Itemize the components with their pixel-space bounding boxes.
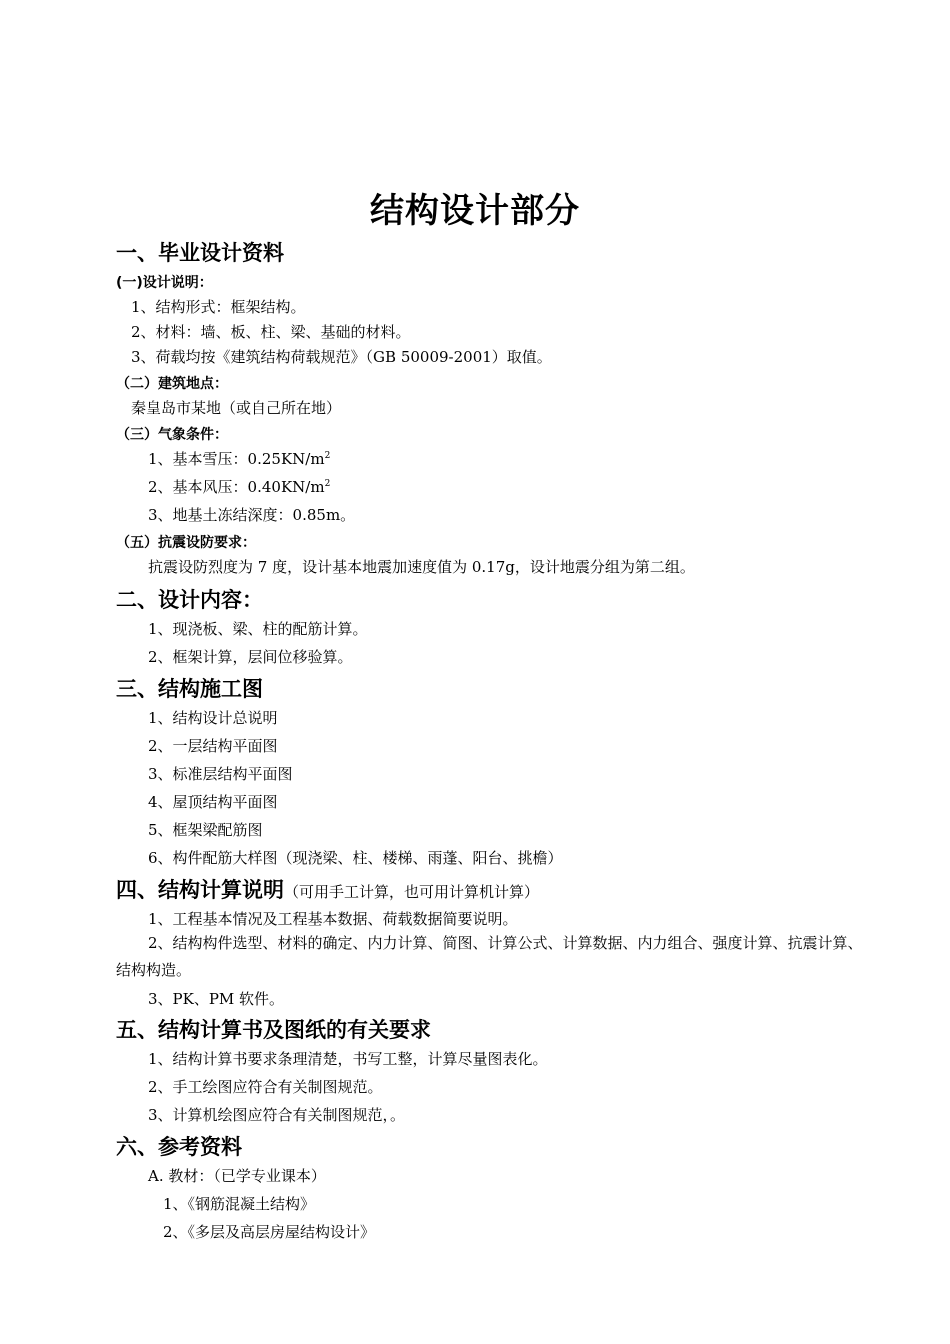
list-item: 1、现浇板、梁、柱的配筋计算。 <box>148 620 368 638</box>
list-item: 2、材料：墙、板、柱、梁、基础的材料。 <box>131 323 411 341</box>
superscript: 2 <box>324 451 331 461</box>
list-item: 2、手工绘图应符合有关制图规范。 <box>148 1078 383 1096</box>
snow-pressure-text: 1、基本雪压：0.25KN/m <box>148 450 325 468</box>
list-item: 1、《钢筋混凝土结构》 <box>163 1195 316 1213</box>
page-title: 结构设计部分 <box>370 191 580 231</box>
subsection-heading-seismic: （五）抗震设防要求： <box>116 535 256 551</box>
list-item-paragraph: 2、结构构件选型、材料的确定、内力计算、简图、计算公式、计算数据、内力组合、强度计算、抗震计算、结构构造。 <box>116 934 863 979</box>
list-item: 3、地基土冻结深度：0.85m。 <box>148 506 356 524</box>
list-item: 2、框架计算，层间位移验算。 <box>148 648 353 666</box>
list-item: 3、计算机绘图应符合有关制图规范，。 <box>148 1106 406 1124</box>
list-item: 1、结构计算书要求条理清楚，书写工整，计算尽量图表化。 <box>148 1050 548 1068</box>
wind-pressure-text: 2、基本风压：0.40KN/m <box>148 478 325 496</box>
list-item: 1、结构设计总说明 <box>148 709 278 727</box>
site-text: 秦皇岛市某地（或自己所在地） <box>131 399 342 417</box>
subsection-heading-site: （二）建筑地点： <box>116 376 228 392</box>
list-item: 5、框架梁配筋图 <box>148 821 263 839</box>
section-heading-5: 五、结构计算书及图纸的有关要求 <box>116 1018 431 1042</box>
list-item-wind-pressure <box>148 476 330 497</box>
section-heading-1: 一、毕业设计资料 <box>116 241 284 265</box>
seismic-text: 抗震设防烈度为 7 度，设计基本地震加速度值为 0.17g，设计地震分组为第二组。 <box>148 558 695 576</box>
list-item: 2、《多层及高层房屋结构设计》 <box>163 1223 376 1241</box>
section-heading-3: 三、结构施工图 <box>116 677 263 701</box>
section-heading-4-note: （可用手工计算，也可用计算机计算） <box>284 883 540 901</box>
list-item: 1、工程基本情况及工程基本数据、荷载数据简要说明。 <box>148 910 518 928</box>
section-heading-6: 六、参考资料 <box>116 1135 242 1159</box>
list-item: 6、构件配筋大样图（现浇梁、柱、楼梯、雨蓬、阳台、挑檐） <box>148 849 563 867</box>
list-item: 3、PK、PM 软件。 <box>148 990 285 1008</box>
list-item: 4、屋顶结构平面图 <box>148 793 278 811</box>
list-item: 1、结构形式：框架结构。 <box>131 298 306 316</box>
list-item: 3、标准层结构平面图 <box>148 765 293 783</box>
superscript: 2 <box>324 479 331 489</box>
subsection-heading-design-notes: (一)设计说明： <box>116 275 213 291</box>
list-item-snow-pressure <box>148 448 330 469</box>
list-item: 3、荷载均按《建筑结构荷载规范》（GB 50009-2001）取值。 <box>131 348 552 366</box>
list-item: 2、一层结构平面图 <box>148 737 278 755</box>
section-heading-2: 二、设计内容： <box>116 588 263 612</box>
section-heading-4 <box>116 874 539 904</box>
section-heading-4-text: 四、结构计算说明 <box>116 878 284 902</box>
subsection-heading-climate: （三）气象条件： <box>116 427 228 443</box>
reference-subheading: A. 教材：（已学专业课本） <box>148 1167 326 1185</box>
